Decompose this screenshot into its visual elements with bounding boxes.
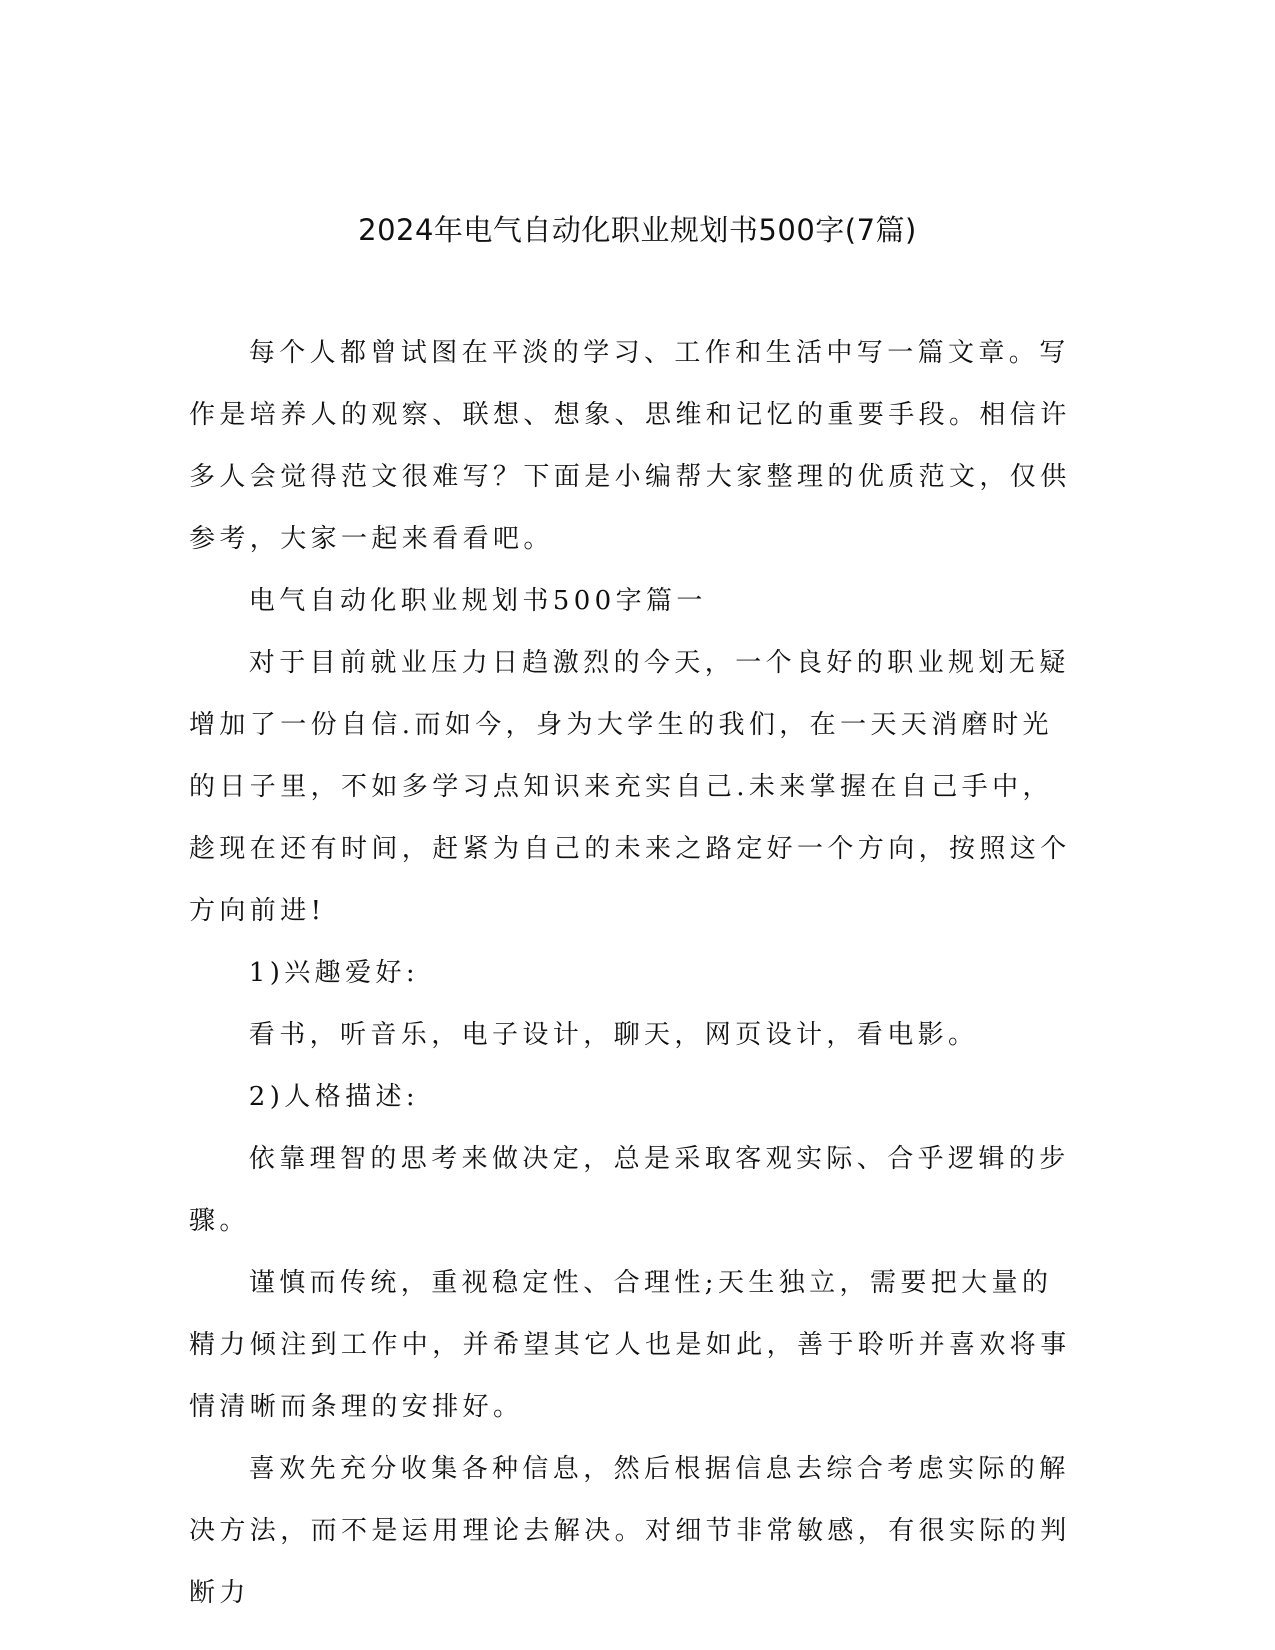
- subheading-personality: 2)人格描述:: [248, 1082, 420, 1112]
- paragraph-personality-2: 谨慎而传统，重视稳定性、合理性;天生独立，需要把大量的精力倾注到工作中，并希望其它人也是如此，善于聆听并喜欢将事情清晰而条理的安排好。: [189, 1268, 1071, 1422]
- paragraph-career-planning: 对于目前就业压力日趋激烈的今天，一个良好的职业规划无疑增加了一份自信.而如今，身为大学生的我们，在一天天消磨时光的日子里，不如多学习点知识来充实自己.未来掌握在自己手中，趁现在还有时间，赶紧为自己的未来之路定好一个方向，按照这个方向前进!: [189, 648, 1071, 926]
- paragraph-personality-3: 喜欢先充分收集各种信息，然后根据信息去综合考虑实际的解决方法，而不是运用理论去解决。对细节非常敏感，有很实际的判断力: [189, 1454, 1071, 1608]
- section-heading: 电气自动化职业规划书500字篇一: [248, 586, 707, 616]
- subheading-interests: 1)兴趣爱好:: [248, 958, 420, 988]
- paragraph-interests: 看书，听音乐，电子设计，聊天，网页设计，看电影。: [248, 1020, 979, 1050]
- paragraph-personality-1: 依靠理智的思考来做决定，总是采取客观实际、合乎逻辑的步骤。: [189, 1144, 1070, 1236]
- paragraph-intro: 每个人都曾试图在平淡的学习、工作和生活中写一篇文章。写作是培养人的观察、联想、想象、思维和记忆的重要手段。相信许多人会觉得范文很难写？下面是小编帮大家整理的优质范文，仅供参考，大家一起来看看吧。: [189, 338, 1071, 554]
- document-body: [189, 322, 1081, 1624]
- document-title: 2024年电气自动化职业规划书500字(7篇): [358, 213, 917, 247]
